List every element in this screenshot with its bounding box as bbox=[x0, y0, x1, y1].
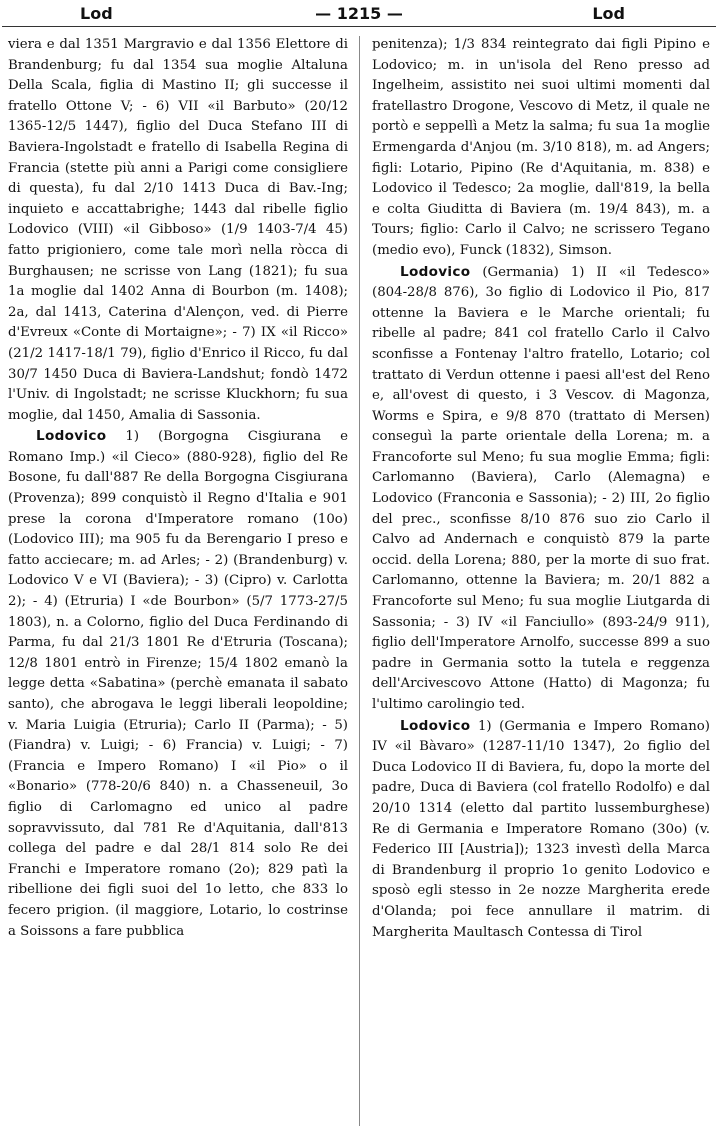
entry-body: 1) (Borgogna Cisgiurana e Romano Imp.) «il Cieco» (880-928), figlio del Re Bosone, fu dall'887 Re della Borgogna Cisgiurana (Provenza); 899 conquistò il Regno d'Italia e 901 prese la corona d'Imperatore romano (10o) (Lodovico III); ma 905 fu da Berengario I preso e fatto acciecare; m. ad Arles; - 2) (Brandenburg) v. Lodovico V e VI (Baviera); - 3) (Cipro) v. Carlotta 2); - 4) (Etruria) I «de Bourbon» (5/7 1773-27/5 1803), n. a Colorno, figlio del Duca Ferdinando di Parma, fu dal 21/3 1801 Re d'Etruria (Toscana); 12/8 1801 entrò in Firenze; 15/4 1802 emanò la legge detta «Sabatina» (perchè emanata il sabato santo), che abrogava le leggi liberali leopoldine; v. Maria Luigia (Etruria); Carlo II (Parma); - 5) (Fiandra) v. Luigi; - 6) Francia) v. Luigi; - 7) (Francia e Impero Romano) I «il Pio» o il «Bonario» (778-20/6 840) n. a Chasseneuil, 3o figlio di Carlomagno ed unico al padre sopravvissuto, dal 781 Re d'Aquitania, dall'813 collega del padre e dal 28/1 814 solo Re dei Franchi e Imperatore romano (2o); 829 patì la ribellione dei figli suoi del 1o letto, che 833 lo fecero prigion. (il maggiore, Lotario, lo costrinse a Soissons a fare pubblica bbox=[8, 429, 348, 939]
entry-continuation: penitenza); 1/3 834 reintegrato dai figli Pipino e Lodovico; m. in un'isola del Reno presso ad Ingelheim, assistito nei suoi ultimi momenti dal fratellastro Drogone, Vescovo di Metz, il quale ne portò e seppellì a Metz la salma; fu sua 1a moglie Ermengarda d'Anjou (m. 3/10 818), m. ad Angers; figli: Lotario, Pipino (Re d'Aquitania, m. 838) e Lodovico il Tedesco; 2a moglie, dall'819, la bella e colta Giuditta di Baviera (m. 19/4 843), m. a Tours; figlio: Carlo il Calvo; ne scrissero Tegano (medio evo), Funck (1832), Simson. bbox=[372, 37, 710, 258]
entry-lodovico-germania bbox=[372, 262, 710, 716]
page-number: — 1215 — bbox=[315, 4, 403, 23]
header-left-word: Lod bbox=[80, 4, 113, 23]
entry-body: (Germania) 1) II «il Tedesco» (804-28/8 876), 3o figlio di Lodovico il Pio, 817 ottenne la Baviera e le Marche orientali; fu ribelle al padre; 841 col fratello Carlo il Calvo sconfisse a Fontenay l'altro fratello, Lotario; col trattato di Verdun ottenne i paesi all'est del Reno e, all'ovest di questo, i 3 Vescov. di Magonza, Worms e Spira, e 9/8 870 (trattato di Mersen) conseguì la parte orientale della Lorena; m. a Francoforte sul Meno; fu sua moglie Emma; figli: Carlomanno (Baviera), Carlo (Alemagna) e Lodovico (Franconia e Sassonia); - 2) III, 2o figlio del prec., sconfisse 8/10 876 suo zio Carlo il Calvo ad Andernach e conquistò 879 la parte occid. della Lorena; 880, per la morte di suo frat. Carlomanno, ottenne la Baviera; m. 20/1 882 a Francoforte sul Meno; fu sua moglie Liutgarda di Sassonia; - 3) IV «il Fanciullo» (893-24/9 911), figlio dell'Imperatore Arnolfo, successe 899 a suo padre in Germania sotto la tutela e reggenza dell'Arcivescovo Attone (Hatto) di Magonza; fu l'ultimo carolingio ted. bbox=[372, 264, 710, 712]
header-rule bbox=[2, 26, 716, 27]
entry-headword: Lodovico bbox=[400, 717, 471, 734]
entry-continuation: viera e dal 1351 Margravio e dal 1356 Elettore di Brandenburg; fu dal 1354 sua moglie Altaluna Della Scala, figlia di Mastino II; gli successe il fratello Ottone V; - 6) VII «il Barbuto» (20/12 1365-12/5 1447), figlio del Duca Stefano III di Baviera-Ingolstadt e fratello di Isabella Regina di Francia (stette più anni a Parigi come consigliere di questa), fu dal 2/10 1413 Duca di Bav.-Ing; inquieto e accattabrighe; 1443 dal ribelle figlio Lodovico (VIII) «il Gibboso» (1/9 1403-7/4 45) fatto prigioniero, come tale morì nella ròcca di Burghausen; ne scrisse von Lang (1821); fu sua 1a moglie dal 1402 Anna di Bourbon (m. 1408); 2a, dal 1413, Caterina d'Alençon, ved. di Pierre d'Evreux «Conte di Mortaigne»; - 7) IX «il Ricco» (21/2 1417-18/1 79), figlio d'Enrico il Ricco, fu dal 30/7 1450 Duca di Baviera-Landshut; fondò 1472 l'Univ. di Ingolstadt; ne scrisse Kluckhorn; fu sua moglie, dal 1450, Amalia di Sassonia. bbox=[8, 37, 348, 423]
header-right-word: Lod bbox=[592, 4, 625, 23]
left-column bbox=[8, 35, 348, 942]
entry-headword: Lodovico bbox=[36, 428, 107, 445]
entry-lodovico-germania-impero bbox=[372, 716, 710, 944]
right-column bbox=[372, 35, 710, 943]
entry-headword: Lodovico bbox=[400, 263, 471, 280]
entry-lodovico-borgogna bbox=[8, 426, 348, 942]
column-divider bbox=[359, 36, 360, 1126]
entry-body: 1) (Germania e Impero Romano) IV «il Bàvaro» (1287-11/10 1347), 2o figlio del Duca Lodovico II di Baviera, fu, dopo la morte del padre, Duca di Baviera (col fratello Rodolfo) e dal 20/10 1314 (eletto dal partito lussemburghese) Re di Germania e Imperatore Romano (30o) (v. Federico III [Austria]); 1323 investì della Marca di Brandenburg il proprio 1o genito Lodovico e sposò egli stesso in 2e nozze Margherita erede d'Olanda; poi fece annullare il matrim. di Margherita Maultasch Contessa di Tirol bbox=[372, 718, 710, 940]
